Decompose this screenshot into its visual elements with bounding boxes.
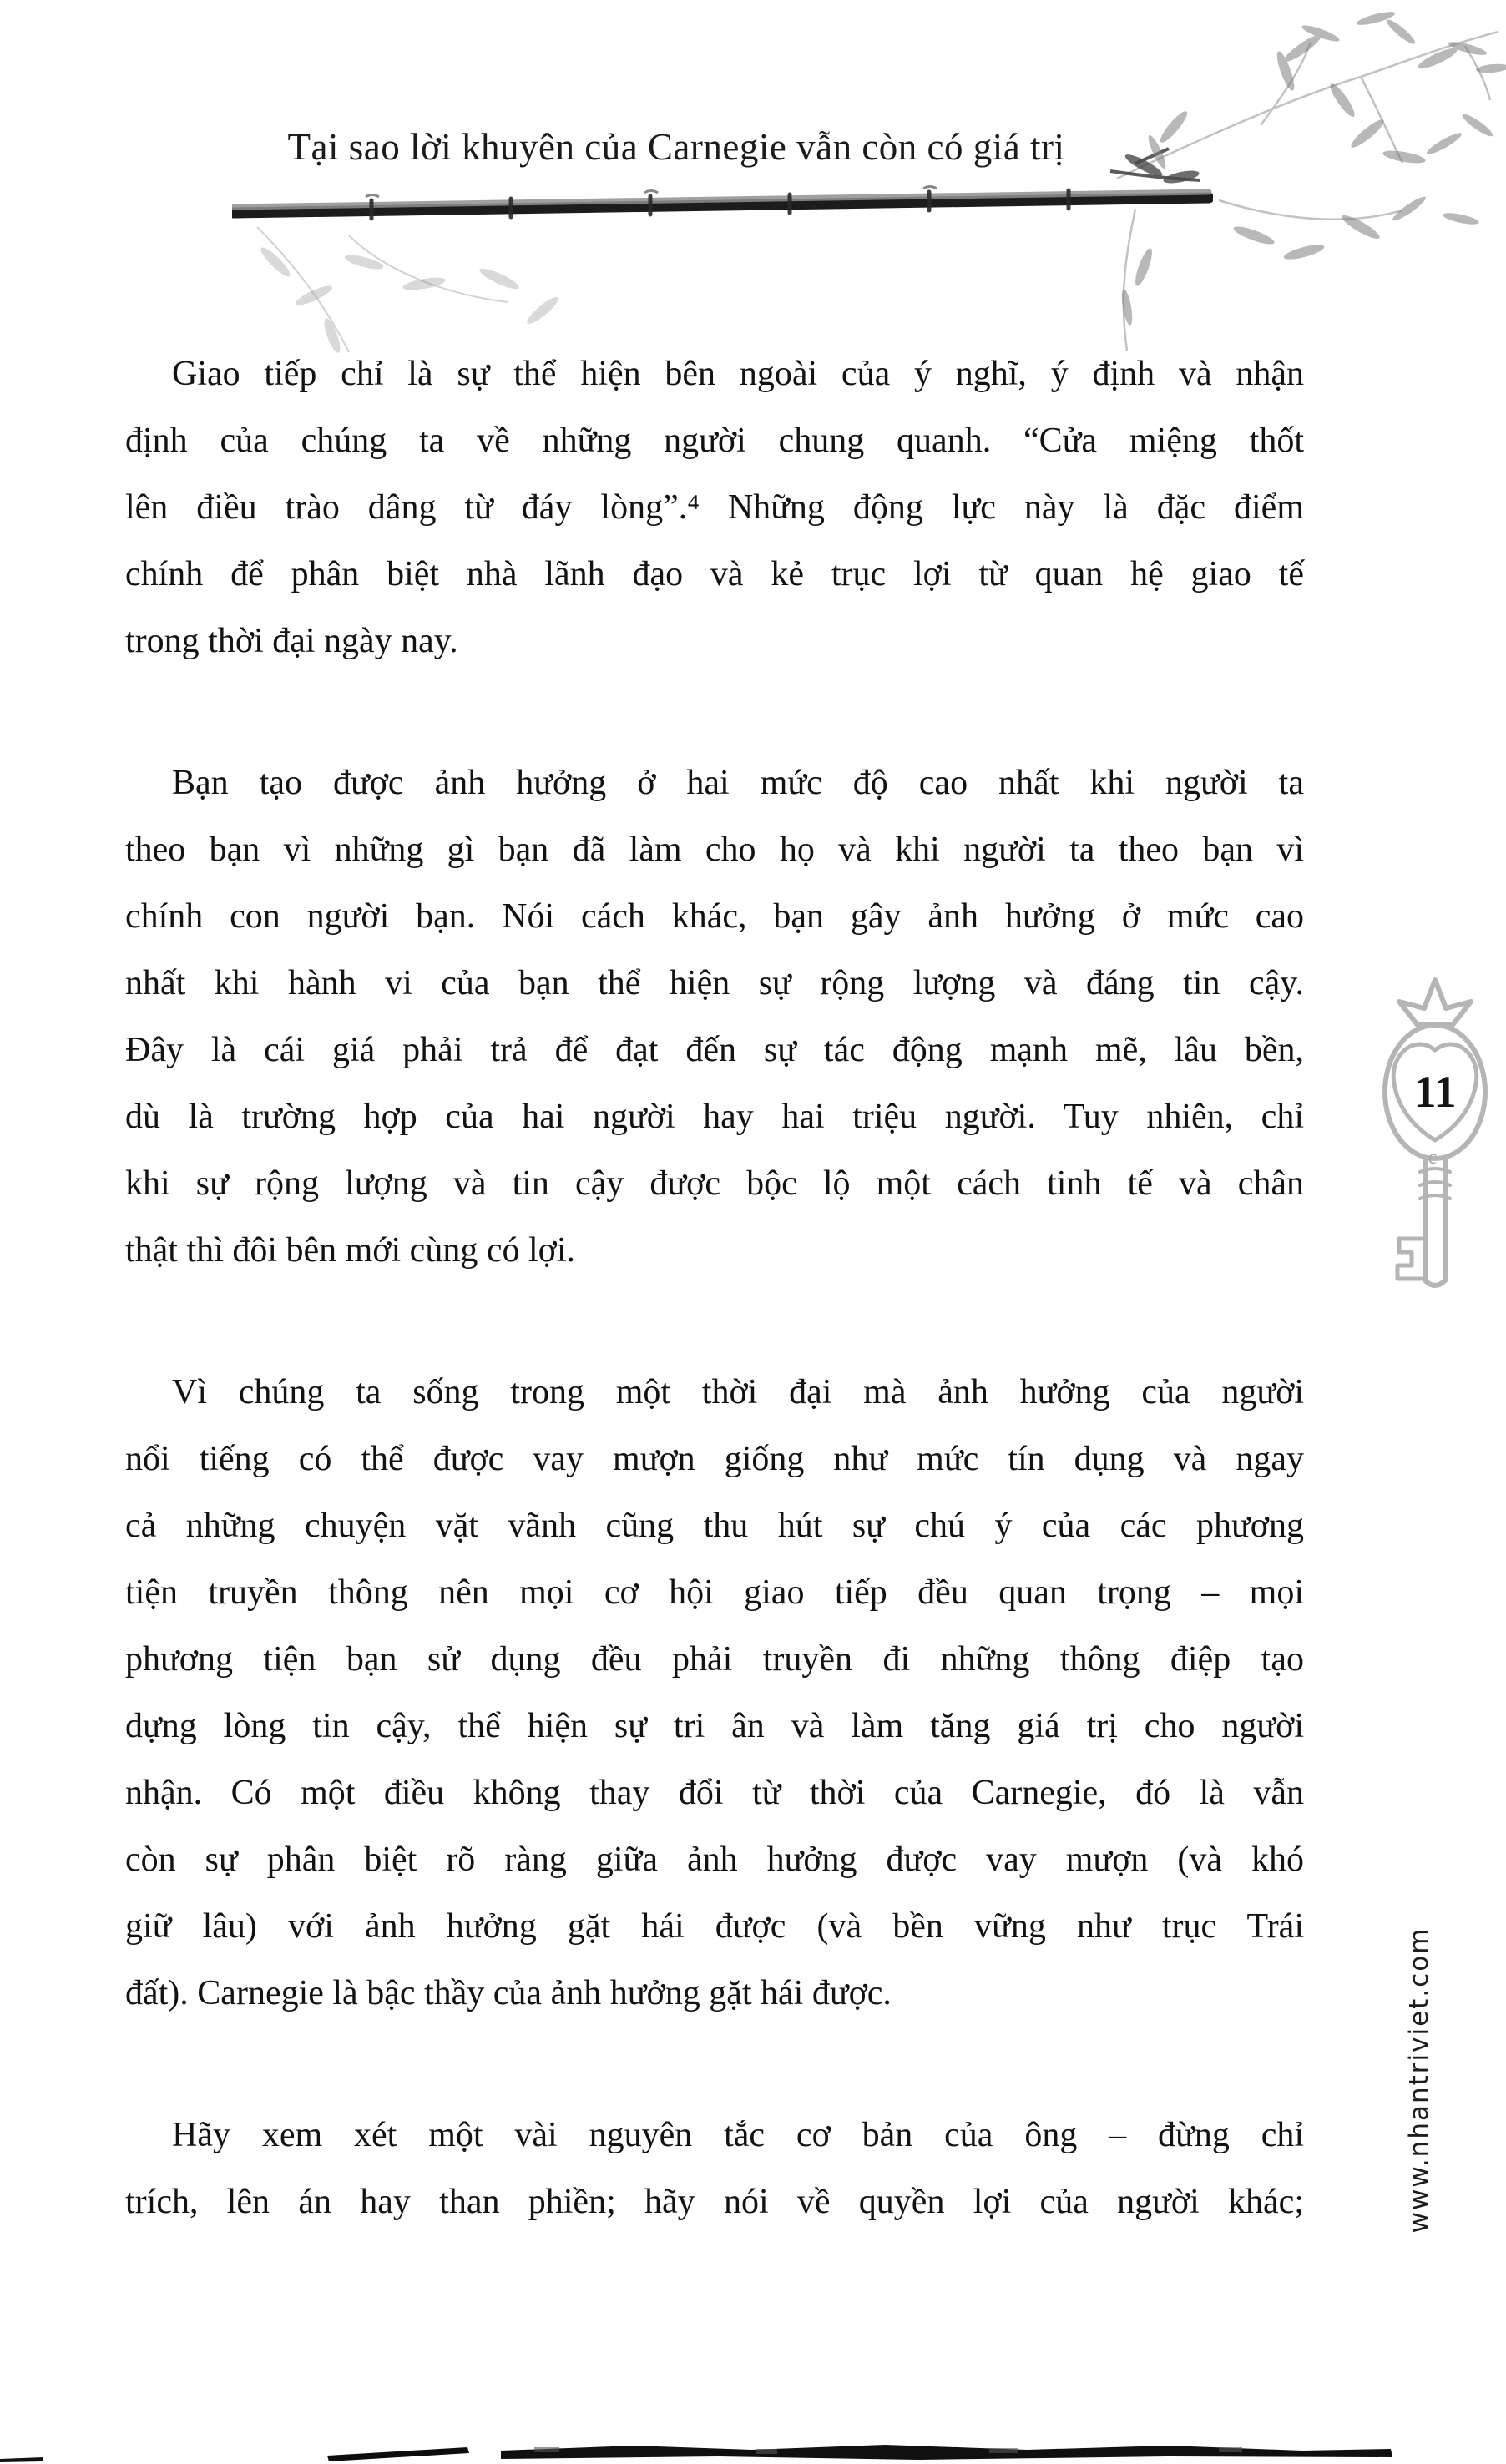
text-line: còn sự phân biệt rõ ràng giữa ảnh hưởng được vay mượn (và khó (125, 1840, 1304, 1879)
bamboo-branch-icon (1010, 0, 1506, 359)
text-line: lên điều trào dâng từ đáy lòng”.⁴ Những động lực này là đặc điểm (125, 488, 1304, 527)
body-text (125, 341, 1304, 2310)
text-line: nhất khi hành vi của bạn thể hiện sự rộng lượng và đáng tin cậy. (125, 964, 1304, 1002)
text-line: khi sự rộng lượng và tin cậy được bộc lộ một cách tinh tế và chân (125, 1164, 1304, 1203)
text-line: tiện truyền thông nên mọi cơ hội giao tiếp đều quan trọng – mọi (125, 1573, 1304, 1612)
text-line: phương tiện bạn sử dụng đều phải truyền đi những thông điệp tạo (125, 1640, 1304, 1679)
text-line: Bạn tạo được ảnh hưởng ở hai mức độ cao nhất khi người ta (172, 764, 1304, 802)
text-line: thật thì đôi bên mới cùng có lợi. (125, 1231, 576, 1270)
paragraph (125, 2102, 1304, 2235)
text-line: định của chúng ta về những người chung quanh. “Cửa miệng thốt (125, 422, 1304, 460)
text-line: nhận. Có một điều không thay đổi từ thời của Carnegie, đó là vẫn (125, 1774, 1304, 1812)
text-line: Giao tiếp chỉ là sự thể hiện bên ngoài của ý nghĩ, ý định và nhận (172, 355, 1304, 393)
text-line: Đây là cái giá phải trả để đạt đến sự tác động mạnh mẽ, lâu bền, (125, 1031, 1304, 1069)
page-number: 11 (1413, 1067, 1457, 1117)
paragraph (125, 1359, 1304, 2027)
key-detail-mark: c (1428, 1147, 1438, 1169)
text-line: dựng lòng tin cậy, thể hiện sự tri ân và làm tăng giá trị cho người (125, 1707, 1304, 1745)
text-line: chính để phân biệt nhà lãnh đạo và kẻ trục lợi từ quan hệ giao tế (125, 555, 1304, 593)
paragraph (125, 750, 1304, 1284)
text-line: trong thời đại ngày nay. (125, 622, 458, 660)
text-line: theo bạn vì những gì bạn đã làm cho họ và khi người ta theo bạn vì (125, 831, 1304, 869)
text-line: chính con người bạn. Nói cách khác, bạn gây ảnh hưởng ở mức cao (125, 897, 1304, 936)
text-line: nổi tiếng có thể được vay mượn giống như mức tín dụng và ngay (125, 1440, 1304, 1478)
text-line: Hãy xem xét một vài nguyên tắc cơ bản của ông – đừng chỉ (172, 2116, 1304, 2154)
text-line: dù là trường hợp của hai người hay hai triệu người. Tuy nhiên, chỉ (125, 1098, 1304, 1136)
text-line: giữ lâu) với ảnh hưởng gặt hái được (và bền vững như trục Trái (125, 1907, 1304, 1946)
text-line: trích, lên án hay than phiền; hãy nói về quyền lợi của người khác; (125, 2183, 1304, 2221)
page-edge-icon (0, 2442, 1506, 2464)
text-line: đất). Carnegie là bậc thầy của ảnh hưởng gặt hái được. (125, 1974, 892, 2012)
paragraph (125, 341, 1304, 674)
publisher-website: www.nhantriviet.com (1404, 1926, 1434, 2234)
text-line: Vì chúng ta sống trong một thời đại mà ảnh hưởng của người (172, 1373, 1304, 1411)
running-head-title: Tại sao lời khuyên của Carnegie vẫn còn có giá trị (287, 126, 1065, 168)
key-page-number-icon (1364, 973, 1506, 1315)
text-line: cả những chuyện vặt vãnh cũng thu hút sự chú ý của các phương (125, 1507, 1304, 1545)
